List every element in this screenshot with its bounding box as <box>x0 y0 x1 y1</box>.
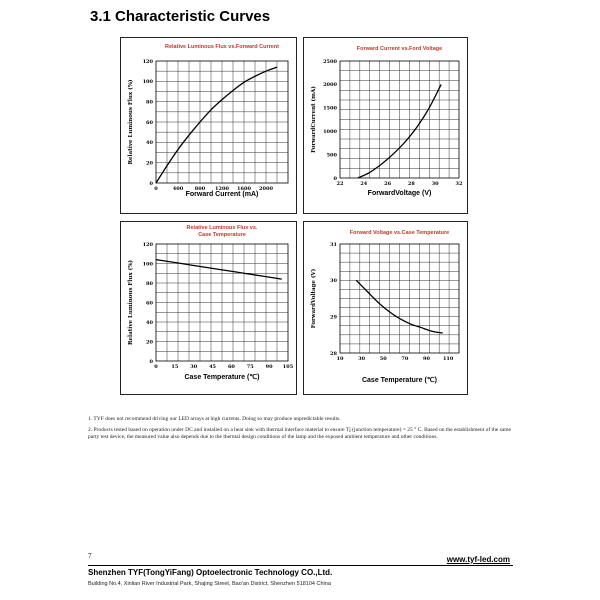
y-tick-label: 500 <box>326 152 337 159</box>
y-tick-label: 20 <box>146 160 153 167</box>
y-tick-label: 40 <box>146 319 153 326</box>
x-tick-label: 1600 <box>237 186 251 192</box>
x-tick-label: 50 <box>379 356 387 362</box>
chart-voltage-vs-temperature <box>304 222 467 394</box>
chart-panel-current-vs-voltage <box>303 37 468 214</box>
x-tick-label: 0 <box>154 186 158 192</box>
x-tick-label: 24 <box>360 181 368 187</box>
x-tick-label: 0 <box>154 364 158 370</box>
chart-current-vs-voltage <box>304 38 467 213</box>
x-tick-label: 90 <box>265 364 273 370</box>
series-line-1 <box>156 67 277 183</box>
y-tick-label: 2500 <box>323 58 337 65</box>
chart-title: Forward Voltage vs.Case Temperature <box>349 230 450 236</box>
section-title: 3.1 Characteristic Curves <box>90 8 271 25</box>
x-axis-label: Case Temperature (℃) <box>361 377 438 384</box>
y-tick-label: 29 <box>330 314 337 321</box>
chart-flux-vs-temperature <box>121 222 296 394</box>
footer-divider <box>88 565 513 566</box>
chart-title-line-2: Case Temperature <box>198 232 246 238</box>
x-tick-label: 800 <box>194 186 206 192</box>
chart-panel-flux-vs-current <box>120 37 297 214</box>
chart-panel-voltage-vs-temperature <box>303 221 468 395</box>
y-tick-label: 28 <box>330 350 337 357</box>
x-tick-label: 60 <box>227 364 235 370</box>
x-tick-label: 75 <box>246 364 254 370</box>
y-tick-label: 100 <box>142 261 153 268</box>
y-tick-label: 80 <box>146 280 153 287</box>
x-tick-label: 30 <box>358 356 366 362</box>
y-tick-label: 60 <box>146 119 153 126</box>
x-tick-label: 2000 <box>259 186 273 192</box>
x-axis-label: Case Temperature (℃) <box>184 374 260 381</box>
x-axis-label: Forward Current (mA) <box>185 191 259 198</box>
company-address: Building No.4, Xinlian River Industrial Park, Shajing Street, Bao'an District, Shenzhen 518104 China <box>88 581 331 587</box>
x-tick-label: 28 <box>407 181 415 187</box>
chart-title: Forward Current vs.Ford Voltage <box>356 46 443 52</box>
x-axis-label: ForwardVoltage (V) <box>367 190 432 197</box>
notes <box>88 416 518 445</box>
chart-title: Relative Luminous Flux vs.Forward Current <box>165 44 279 50</box>
x-tick-label: 1200 <box>215 186 229 192</box>
y-tick-label: 60 <box>146 300 153 307</box>
y-tick-label: 0 <box>149 180 153 187</box>
series-line-1 <box>156 260 282 280</box>
x-tick-label: 90 <box>423 356 431 362</box>
y-axis-label: ForwardCurrent (mA) <box>311 86 317 153</box>
x-tick-label: 10 <box>336 356 344 362</box>
x-tick-label: 105 <box>282 364 294 370</box>
chart-panel-flux-vs-temperature <box>120 221 297 395</box>
company-name: Shenzhen TYF(TongYiFang) Optoelectronic Technology CO.,Ltd. <box>88 568 333 577</box>
chart-title: Relative Luminous Flux vs. <box>186 225 258 231</box>
x-tick-label: 22 <box>336 181 344 187</box>
y-tick-label: 1500 <box>323 105 337 112</box>
x-tick-label: 30 <box>431 181 439 187</box>
x-tick-label: 70 <box>401 356 409 362</box>
y-tick-label: 120 <box>142 241 153 248</box>
y-axis-label: Relative Luminous Flux (%) <box>128 259 134 346</box>
y-tick-label: 40 <box>146 140 153 147</box>
note-1: 1. TYF does not recommend driving our LED arrays at high currents. Doing so may produce unpredictable results. <box>88 416 341 422</box>
y-axis-label: ForwardVoltage (V) <box>311 268 317 329</box>
y-tick-label: 100 <box>142 79 153 86</box>
y-tick-label: 0 <box>149 358 153 365</box>
y-tick-label: 2000 <box>323 82 337 89</box>
x-tick-label: 30 <box>190 364 198 370</box>
x-tick-label: 400 <box>172 186 184 192</box>
y-tick-label: 31 <box>330 241 337 248</box>
y-axis-label: Relative Luminous Flux (%) <box>128 79 134 165</box>
y-tick-label: 30 <box>330 278 337 285</box>
x-tick-label: 110 <box>442 356 454 362</box>
x-tick-label: 45 <box>209 364 217 370</box>
y-tick-label: 1000 <box>323 129 337 135</box>
note-2: 2. Products tested based on operation under DC and installed on a heat sink with thermal interface material to ensure Tj (junction temperature) = 25 ° C. Based on the establishment of the same party test device, the measured value also depends due to the thermal design conditions of the lamp and the exposed ambient temperature and other conditions. <box>88 426 511 440</box>
y-tick-label: 0 <box>333 175 337 182</box>
x-tick-label: 15 <box>171 364 179 370</box>
x-tick-label: 32 <box>455 181 463 187</box>
page-number: 7 <box>88 552 92 560</box>
y-tick-label: 20 <box>146 339 153 346</box>
y-tick-label: 80 <box>146 99 153 106</box>
website-link[interactable]: www.tyf-led.com <box>446 555 510 564</box>
y-tick-label: 120 <box>142 58 153 65</box>
x-tick-label: 26 <box>384 181 392 187</box>
chart-flux-vs-current <box>121 38 296 213</box>
